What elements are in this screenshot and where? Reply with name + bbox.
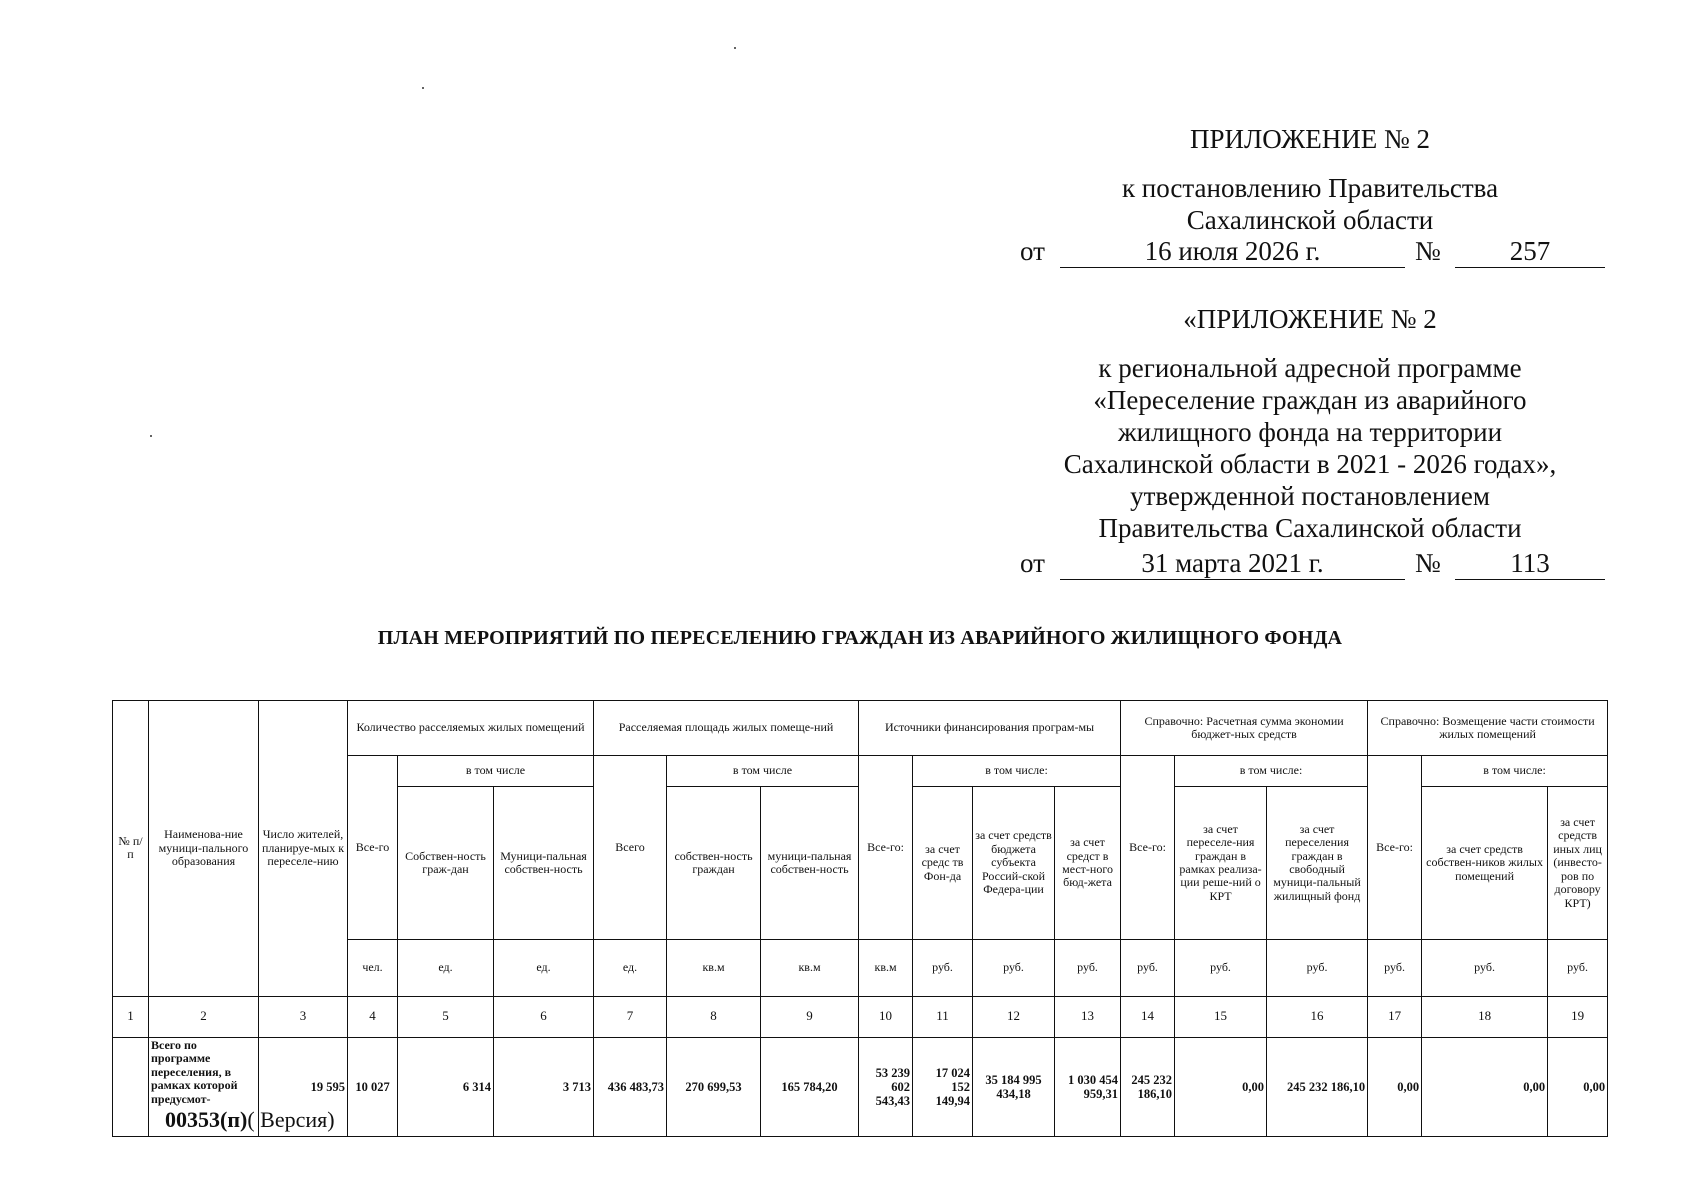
program-number: 113 bbox=[1455, 548, 1605, 580]
area-total: 436 483,73 bbox=[594, 1037, 667, 1136]
table-row bbox=[113, 1037, 1608, 1136]
scan-speck bbox=[150, 435, 152, 437]
scan-speck bbox=[422, 87, 424, 89]
unit-cell: руб. bbox=[1422, 940, 1548, 997]
number-prefix: № bbox=[1415, 548, 1441, 578]
decree-number: 257 bbox=[1455, 236, 1605, 268]
unit-cell: кв.м bbox=[667, 940, 761, 997]
col-head-fin-fund: за счет средс тв Фон-да bbox=[913, 787, 973, 940]
program-line-3: жилищного фонда на территории bbox=[1117, 417, 1503, 447]
col-head-area-private: собствен-ность граждан bbox=[667, 787, 761, 940]
column-number: 4 bbox=[348, 996, 398, 1037]
comp-investors: 0,00 bbox=[1548, 1037, 1608, 1136]
fin-subject: 35 184 995 434,18 bbox=[973, 1037, 1055, 1136]
col-head-fin-local: за счет средст в мест-ного бюд-жета bbox=[1055, 787, 1121, 940]
column-number: 19 bbox=[1548, 996, 1608, 1037]
col-head-qty-private: Собствен-ность граж-дан bbox=[398, 787, 494, 940]
program-line-6: Правительства Сахалинской области bbox=[1098, 513, 1522, 543]
decree-reference-line-2: Сахалинской области bbox=[1186, 205, 1434, 235]
unit-cell: ед. bbox=[594, 940, 667, 997]
column-number: 8 bbox=[667, 996, 761, 1037]
fin-total: 53 239 602 543,43 bbox=[859, 1037, 913, 1136]
unit-cell: чел. bbox=[348, 940, 398, 997]
col-head-area-total: Всего bbox=[594, 756, 667, 940]
comp-owners: 0,00 bbox=[1422, 1037, 1548, 1136]
column-number: 17 bbox=[1368, 996, 1422, 1037]
sub-head-qty: в том числе bbox=[398, 756, 594, 787]
row-number bbox=[113, 1037, 149, 1136]
col-head-qty-total: Все-го bbox=[348, 756, 398, 940]
qty-municipal: 3 713 bbox=[494, 1037, 594, 1136]
sub-head-compensation: в том числе: bbox=[1422, 756, 1608, 787]
sub-head-area: в том числе bbox=[667, 756, 859, 787]
column-number: 2 bbox=[149, 996, 259, 1037]
unit-cell: руб. bbox=[1548, 940, 1608, 997]
group-head-finance: Источники финансирования програм-мы bbox=[859, 701, 1121, 756]
unit-cell: ед. bbox=[398, 940, 494, 997]
col-head-eco-total: Все-го: bbox=[1121, 756, 1175, 940]
col-head-fin-subject: за счет средств бюджета субъекта Россий-ской Федера-ции bbox=[973, 787, 1055, 940]
program-line-1: к региональной адресной программе bbox=[1098, 353, 1522, 383]
program-line-2: «Переселение граждан из аварийного bbox=[1093, 385, 1527, 415]
unit-cell: ед. bbox=[494, 940, 594, 997]
quoted-appendix-title: «ПРИЛОЖЕНИЕ № 2 bbox=[1183, 304, 1437, 334]
column-number: 13 bbox=[1055, 996, 1121, 1037]
document-code bbox=[165, 1107, 335, 1133]
unit-cell: руб. bbox=[1267, 940, 1368, 997]
eco-total: 245 232 186,10 bbox=[1121, 1037, 1175, 1136]
date-prefix: от bbox=[1020, 236, 1045, 266]
col-head-qty-municipal: Муници-пальная собствен-ность bbox=[494, 787, 594, 940]
group-head-compensation: Справочно: Возмещение части стоимости жилых помещений bbox=[1368, 701, 1608, 756]
document-version: ( Версия) bbox=[247, 1107, 335, 1132]
col-head-comp-owners: за счет средств собствен-ников жилых помещений bbox=[1422, 787, 1548, 940]
fin-fund: 17 024 152 149,94 bbox=[913, 1037, 973, 1136]
unit-cell: руб. bbox=[973, 940, 1055, 997]
column-number: 10 bbox=[859, 996, 913, 1037]
column-number: 16 bbox=[1267, 996, 1368, 1037]
appendix-title: ПРИЛОЖЕНИЕ № 2 bbox=[1189, 124, 1431, 154]
col-head-area-municipal: муници-пальная собствен-ность bbox=[761, 787, 859, 940]
col-head-eco-krt: за счет переселе-ния граждан в рамках реализа-ции реше-ний о КРТ bbox=[1175, 787, 1267, 940]
col-head-comp-total: Все-го: bbox=[1368, 756, 1422, 940]
program-line-4: Сахалинской области в 2021 - 2026 годах», bbox=[1063, 449, 1557, 479]
column-numbers-row bbox=[113, 996, 1608, 1037]
document-code-number: 00353(п) bbox=[165, 1107, 248, 1132]
municipality-name: Всего по программе переселения, в рамках которой предусмот- bbox=[149, 1037, 259, 1136]
decree-reference-line-1: к постановлению Правительства bbox=[1121, 173, 1499, 203]
eco-free-fund: 245 232 186,10 bbox=[1267, 1037, 1368, 1136]
column-number: 15 bbox=[1175, 996, 1267, 1037]
col-head-number: № п/ п bbox=[113, 701, 149, 997]
resettlement-plan-table bbox=[112, 700, 1608, 1137]
plan-title: ПЛАН МЕРОПРИЯТИЙ ПО ПЕРЕСЕЛЕНИЮ ГРАЖДАН ИЗ АВАРИЙНОГО ЖИЛИЩНОГО ФОНДА bbox=[377, 627, 1343, 649]
column-number: 3 bbox=[259, 996, 348, 1037]
col-head-fin-total: Все-го: bbox=[859, 756, 913, 940]
unit-cell: руб. bbox=[1175, 940, 1267, 997]
column-number: 12 bbox=[973, 996, 1055, 1037]
column-number: 14 bbox=[1121, 996, 1175, 1037]
decree-date: 16 июля 2026 г. bbox=[1060, 236, 1405, 268]
col-head-residents: Число жителей, планируе-мых к переселе-нию bbox=[259, 701, 348, 997]
fin-local: 1 030 454 959,31 bbox=[1055, 1037, 1121, 1136]
unit-cell: руб. bbox=[1121, 940, 1175, 997]
group-head-economy: Справочно: Расчетная сумма экономии бюджет-ных средств bbox=[1121, 701, 1368, 756]
col-head-municipality: Наименова-ние муници-пального образования bbox=[149, 701, 259, 997]
column-number: 5 bbox=[398, 996, 494, 1037]
unit-cell: руб. bbox=[1055, 940, 1121, 997]
unit-cell: руб. bbox=[1368, 940, 1422, 997]
sub-head-finance: в том числе: bbox=[913, 756, 1121, 787]
column-number: 7 bbox=[594, 996, 667, 1037]
date-prefix: от bbox=[1020, 548, 1045, 578]
col-head-comp-investors: за счет средств иных лиц (инвесто-ров по договору КРТ) bbox=[1548, 787, 1608, 940]
group-head-area: Расселяемая площадь жилых помеще-ний bbox=[594, 701, 859, 756]
program-line-5: утвержденной постановлением bbox=[1130, 481, 1490, 511]
table-header-row bbox=[113, 701, 1608, 756]
comp-total: 0,00 bbox=[1368, 1037, 1422, 1136]
qty-total: 10 027 bbox=[348, 1037, 398, 1136]
unit-cell: кв.м bbox=[859, 940, 913, 997]
area-private: 270 699,53 bbox=[667, 1037, 761, 1136]
column-number: 18 bbox=[1422, 996, 1548, 1037]
group-head-quantity: Количество расселяемых жилых помещений bbox=[348, 701, 594, 756]
unit-cell: руб. bbox=[913, 940, 973, 997]
column-number: 11 bbox=[913, 996, 973, 1037]
col-head-eco-free-fund: за счет переселения граждан в свободный муници-пальный жилищный фонд bbox=[1267, 787, 1368, 940]
area-municipal: 165 784,20 bbox=[761, 1037, 859, 1136]
column-number: 9 bbox=[761, 996, 859, 1037]
column-number: 1 bbox=[113, 996, 149, 1037]
program-date: 31 марта 2021 г. bbox=[1060, 548, 1405, 580]
number-prefix: № bbox=[1415, 236, 1441, 266]
eco-krt: 0,00 bbox=[1175, 1037, 1267, 1136]
column-number: 6 bbox=[494, 996, 594, 1037]
sub-head-economy: в том числе: bbox=[1175, 756, 1368, 787]
residents-count: 19 595 bbox=[259, 1037, 348, 1136]
scan-speck bbox=[734, 47, 736, 49]
qty-private: 6 314 bbox=[398, 1037, 494, 1136]
unit-cell: кв.м bbox=[761, 940, 859, 997]
